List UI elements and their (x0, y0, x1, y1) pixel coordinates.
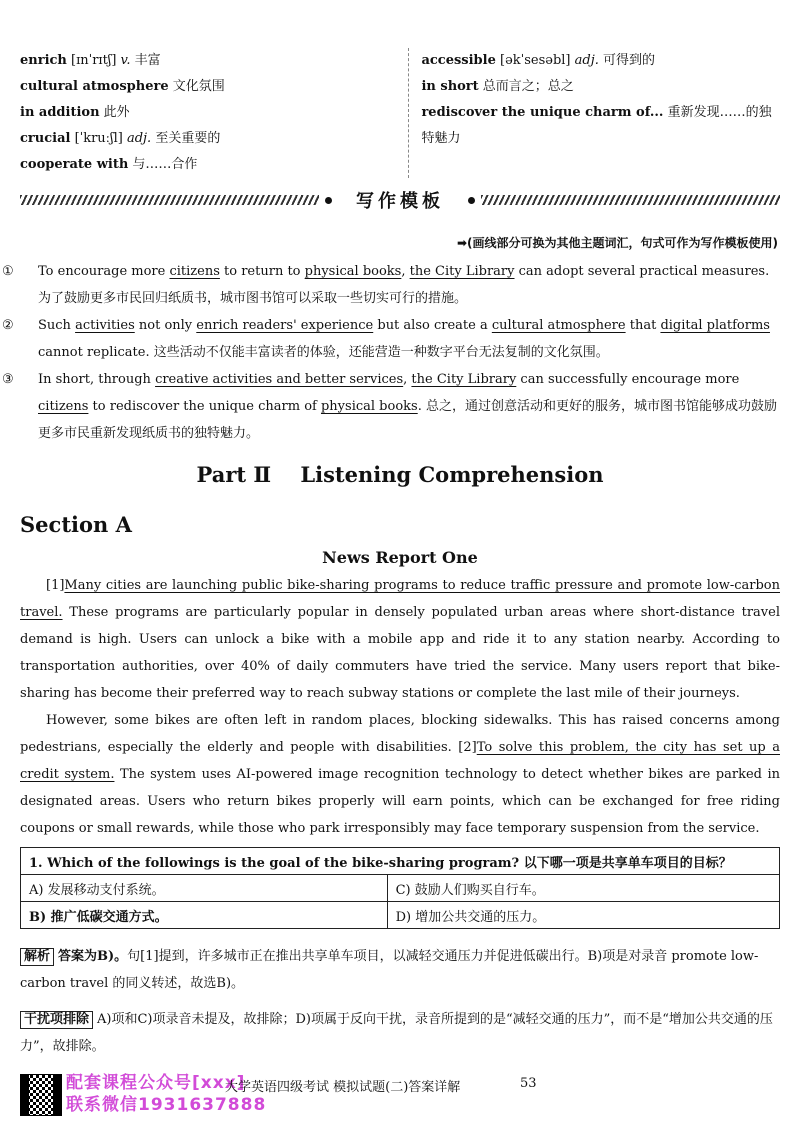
template-text: , (403, 372, 412, 387)
analysis-answer: 答案为B)。 (58, 949, 128, 964)
option-b: B) 推广低碳交通方式。 (21, 902, 388, 929)
sentence-marker: [1] (46, 578, 65, 593)
template-number: ② (2, 318, 14, 333)
page-footer (0, 1070, 800, 1120)
replaceable-phrase: physical books (320, 399, 418, 414)
vocab-item (20, 152, 398, 178)
section-banner (20, 188, 780, 212)
vocab-column-right (409, 48, 780, 178)
part-title: Part Ⅱ Listening Comprehension (196, 462, 604, 487)
question-text: 1. Which of the followings is the goal of the bike-sharing program? 以下哪一项是共享单车项目的目标？ (21, 848, 780, 875)
template-chinese: 这些活动不仅能丰富读者的体验，还能营造一种数字平台无法复制的文化氛围。 (149, 345, 609, 360)
vocab-term: rediscover the unique charm of... (421, 105, 664, 120)
template-text: In short, through (38, 372, 156, 387)
news-paragraph-1 (20, 572, 780, 707)
replaceable-phrase: activities (75, 318, 135, 333)
vocab-meaning: 至关重要的 (155, 131, 221, 146)
banner-dot (325, 197, 332, 204)
vocab-meaning: 可得到的 (603, 53, 656, 68)
replaceable-phrase: physical books (304, 264, 402, 279)
vocab-term: in addition (20, 105, 100, 120)
banner-title: 写作模板 (356, 191, 444, 212)
template-text: to return to (219, 264, 305, 279)
vocab-column-left (20, 48, 409, 178)
distractor-text: A)项和C)项录音未提及，故排除；D)项属于反向干扰，录音所提到的是“减轻交通的压力”，而不是“增加公共交通的压力”，故排除。 (20, 1012, 773, 1054)
vocab-term: in short (421, 79, 479, 94)
template-chinese: 为了鼓励更多市民回归纸质书，城市图书馆可以采取一些切实可行的措施。 (38, 291, 468, 306)
vocab-meaning: 文化氛围 (168, 79, 225, 94)
watermark-line-1: 配套课程公众号[xxx] (66, 1073, 246, 1093)
option-d: D) 增加公共交通的压力。 (387, 902, 779, 929)
vocab-term: accessible (421, 53, 496, 68)
template-text: to rediscover the unique charm of (88, 399, 321, 414)
distractor-analysis (20, 1006, 780, 1060)
option-a: A) 发展移动支付系统。 (21, 875, 388, 902)
analysis (20, 943, 780, 997)
replaceable-phrase: creative activities and better services (155, 372, 404, 387)
template-text: , (401, 264, 410, 279)
key-sentence: To solve this problem, the city has set up a credit system. (20, 740, 780, 782)
vocab-item (20, 126, 398, 152)
banner-dot (468, 197, 475, 204)
vocab-pronunciation: [ɪnˈrɪtʃ] (66, 53, 121, 68)
template-sentence-3 (2, 366, 782, 447)
option-c: C) 鼓励人们购买自行车。 (387, 875, 779, 902)
template-number: ③ (2, 372, 14, 387)
vocab-pos: adj. (126, 131, 156, 146)
vocab-meaning: 丰富 (134, 53, 161, 68)
key-sentence: Many cities are launching public bike-sharing programs to reduce traffic pressure and promote low-carbon travel. (20, 578, 780, 620)
replaceable-phrase: digital platforms (660, 318, 770, 333)
template-english (2, 312, 782, 366)
section-title: Section A (20, 512, 132, 537)
footer-title: 大学英语四级考试 模拟试题(二)答案详解 (225, 1080, 461, 1095)
template-english (2, 366, 782, 447)
template-text: but also create a (373, 318, 492, 333)
template-text: Such (38, 318, 76, 333)
paragraph-text: However, some bikes are often left in random places, blocking sidewalks. This has raised concerns among pedestrians, especially the elderly and people with disabilities. (20, 713, 780, 755)
template-chinese: 总之，通过创意活动和更好的服务，城市图书馆能够成功鼓励更多市民重新发现纸质书的独特魅力。 (38, 399, 777, 441)
analysis-text: 句[1]提到，许多城市正在推出共享单车项目，以减轻交通压力并促进低碳出行。B)项是对录音 promote low-carbon travel 的同义转述，故选B)。 (20, 949, 759, 991)
replaceable-phrase: citizens (169, 264, 220, 279)
paragraph-text: The system uses AI-powered image recognition technology to detect whether bikes are parked in designated areas. Users who return bikes properly will earn points, which can be exchanged for free riding coupons or small rewards, while those who park irresponsibly may face temporary suspension from the service. (20, 767, 780, 836)
sentence-marker: [2] (458, 740, 477, 755)
template-note: ➡(画线部分可换为其他主题词汇，句式可作为写作模板使用) (456, 236, 778, 250)
analysis-tag: 解析 (20, 948, 54, 966)
paragraph-text: These programs are particularly popular in densely populated urban areas where short-distance travel demand is high. Users can unlock a bike with a mobile app and ride it to any station nearby. According to transportation authorities, over 40% of daily commuters have tried the service. Many users report that bike-sharing has become their preferred way to reach subway stations or complete the last mile of their journeys. (20, 605, 780, 701)
qr-code-icon (20, 1074, 62, 1116)
template-english (2, 258, 782, 312)
vocab-meaning: 总而言之；总之 (478, 79, 574, 94)
banner-hatch-right (481, 195, 780, 205)
template-text: To encourage more (38, 264, 170, 279)
banner-hatch-left (20, 195, 319, 205)
replaceable-phrase: citizens (38, 399, 89, 414)
vocab-meaning: 此外 (99, 105, 130, 120)
news-paragraph-2 (20, 707, 780, 842)
template-text: can adopt several practical measures. (514, 264, 770, 279)
vocab-pos: v. (120, 53, 135, 68)
watermark-line-2: 联系微信1931637888 (66, 1095, 267, 1115)
news-title: News Report One (322, 548, 478, 567)
vocab-meaning: 与……合作 (128, 157, 198, 172)
vocab-item (20, 74, 398, 100)
template-text: that (625, 318, 661, 333)
template-text: can successfully encourage more (516, 372, 740, 387)
replaceable-phrase: the City Library (411, 372, 517, 387)
vocab-term: crucial (20, 131, 71, 146)
replaceable-phrase: cultural atmosphere (491, 318, 626, 333)
replaceable-phrase: enrich readers' experience (196, 318, 374, 333)
template-sentence-1 (2, 258, 782, 312)
distractor-tag: 干扰项排除 (20, 1011, 93, 1029)
vocab-term: cooperate with (20, 157, 129, 172)
template-text: not only (134, 318, 197, 333)
vocab-item (421, 48, 780, 74)
page-number: 53 (520, 1076, 537, 1091)
template-sentence-2 (2, 312, 782, 366)
template-number: ① (2, 264, 14, 279)
template-text: . (417, 399, 422, 414)
vocab-term: cultural atmosphere (20, 79, 169, 94)
vocab-pronunciation: [ˈkruːʃl] (70, 131, 127, 146)
vocab-pronunciation: [əkˈsesəbl] (495, 53, 575, 68)
vocab-term: enrich (20, 53, 67, 68)
vocab-item (421, 74, 780, 100)
template-text: cannot replicate. (38, 345, 150, 360)
question-table (20, 847, 780, 929)
replaceable-phrase: the City Library (409, 264, 515, 279)
vocab-item (20, 100, 398, 126)
vocabulary-list (20, 48, 780, 178)
vocab-item (20, 48, 398, 74)
vocab-meaning: 重新发现……的独特魅力 (421, 105, 772, 146)
vocab-pos: adj. (574, 53, 603, 68)
vocab-item (421, 100, 780, 152)
